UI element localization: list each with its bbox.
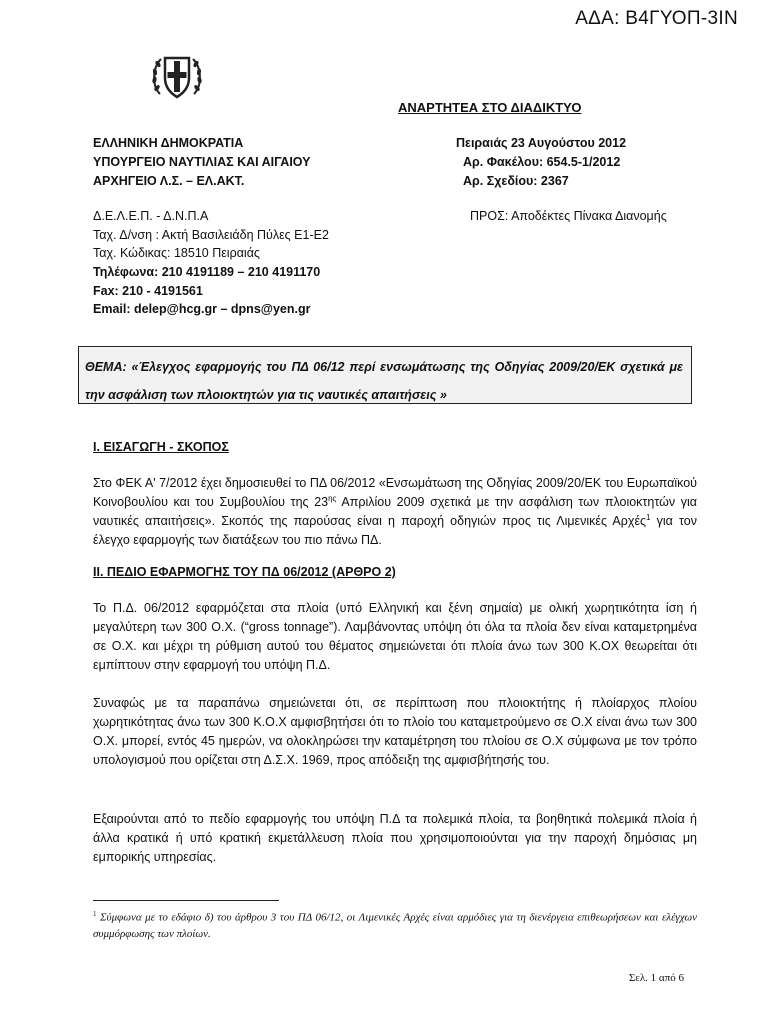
section-2-heading: ΙΙ. ΠΕΔΙΟ ΕΦΑΡΜΟΓΗΣ ΤΟΥ ΠΔ 06/2012 (ΑΡΘΡΟ 2): [93, 565, 396, 579]
sender-hq: ΑΡΧΗΓΕΙΟ Λ.Σ. – ΕΛ.ΑΚΤ.: [93, 174, 245, 188]
section-2-paragraph-3: Εξαιρούνται από το πεδίο εφαρμογής του υπόψη Π.Δ τα πολεμικά πλοία, τα βοηθητικά πολεμικά πλοία ή άλλα κρατικά ή υπό κρατική εκμετάλλευση πλοία που χρησιμοποιούνται για την παροχή δημόσιας μη εμπορικής υπηρεσίας.: [93, 812, 697, 864]
section-1-heading: Ι. ΕΙΣΑΓΩΓΗ - ΣΚΟΠΟΣ: [93, 440, 229, 454]
contact-phones: Τηλέφωνα: 210 4191189 – 210 4191170: [93, 265, 321, 279]
ada-code: ΑΔΑ: Β4ΓΥΟΠ-3ΙΝ: [575, 8, 738, 29]
section-1-paragraph: Στο ΦΕΚ Α' 7/2012 έχει δημοσιευθεί το ΠΔ 06/2012 «Ενσωμάτωση της Οδηγίας 2009/20/ΕΚ του Ευρωπαϊκού Κοινοβουλίου και του Συμβουλίου της $23^{\eta\varsigma}$ Απριλίου 2009 σχετικά με την ασφάλιση των πλοιοκτητών για ναυτικές απαιτήσεις». Σκοπός της παρούσας είναι η παροχή οδηγιών προς τις Λιμενικές Αρχές$^1$ για τον έλεγχο εφαρμογής των διατάξεων του πιο πάνω ΠΔ.: [93, 476, 697, 547]
contact-address: Ταχ. Δ/νση : Ακτή Βασιλειάδη Πύλες Ε1-Ε2: [93, 228, 329, 242]
footnote: [93, 906, 697, 942]
subject-box: [78, 346, 692, 404]
draft-number: Αρ. Σχεδίου: 2367: [463, 174, 569, 188]
place-date: Πειραιάς 23 Αυγούστου 2012: [456, 136, 627, 150]
sender-republic: ΕΛΛΗΝΙΚΗ ΔΗΜΟΚΡΑΤΙΑ: [93, 136, 244, 150]
contact-postal: Ταχ. Κώδικας: 18510 Πειραιάς: [93, 246, 260, 260]
contact-department: Δ.Ε.Λ.Ε.Π. - Δ.Ν.Π.Α: [93, 209, 209, 223]
publish-note: ΑΝΑΡΤΗΤΕΑ ΣΤΟ ΔΙΑΔΙΚΤΥΟ: [398, 100, 582, 115]
footnote-mark: 1: [93, 910, 97, 918]
ordinal-superscript: ης: [328, 493, 337, 503]
contact-fax: Fax: 210 - 4191561: [93, 284, 203, 298]
section-2-paragraph-1: Το Π.Δ. 06/2012 εφαρμόζεται στα πλοία (υπό Ελληνική και ξένη σημαία) με ολική χωρητικότητα ίση ή μεγαλύτερη των 300 Ο.Χ. (“gross tonnage”). Λαμβάνοντας υπόψη ότι όλα τα πλοία δεν είναι καταμετρημένα σε Ο.Χ. και μέχρι τη ρύθμιση αυτού του θέματος σημειώνεται ότι πλοία άνω των 300 Κ.ΟΧ θεωρείται ότι εμπίπτουν στην εφαρμογή του υπόψη Π.Δ.: [93, 601, 697, 672]
sender-ministry: ΥΠΟΥΡΓΕΙΟ ΝΑΥΤΙΛΙΑΣ ΚΑΙ ΑΙΓΑΙΟΥ: [93, 155, 311, 169]
contact-email: Email: delep@hcg.gr – dpns@yen.gr: [93, 302, 311, 316]
subject-text: ΘΕΜΑ: «Έλεγχος εφαρμογής του ΠΔ 06/12 περί ενσωμάτωσης της Οδηγίας 2009/20/ΕΚ σχετικά με την ασφάλιση των πλοιοκτητών για τις ναυτικές απαιτήσεις »: [85, 360, 683, 402]
file-number: Αρ. Φακέλου: 654.5-1/2012: [463, 155, 621, 169]
page-number: Σελ. 1 από 6: [628, 972, 684, 984]
footnote-reference[interactable]: 1: [646, 512, 651, 522]
recipients: ΠΡΟΣ: Αποδέκτες Πίνακα Διανομής: [470, 209, 667, 223]
section-2-paragraph-2: Συναφώς με τα παραπάνω σημειώνεται ότι, σε περίπτωση που πλοιοκτήτης ή πλοίαρχος πλοίου χωρητικότητας άνω των 300 Κ.Ο.Χ αμφισβητήσει ότι το πλοίο του καταμετρούμενο σε Ο.Χ είναι άνω των 300 Ο.Χ. μπορεί, εντός 45 ημερών, να ολοκληρώσει την καταμέτρηση του πλοίου σε Ο.Χ σύμφωνα με τον τρόπο υπολογισμού που ορίζεται στη Δ.Σ.Χ. 1969, προς απόδειξη της αμφισβήτησής του.: [93, 696, 697, 767]
footnote-divider: [93, 900, 279, 901]
greek-emblem-icon: [148, 48, 206, 106]
footnote-text: Σύμφωνα με το εδάφιο δ) του άρθρου 3 του ΠΔ 06/12, οι Λιμενικές Αρχές είναι αρμόδιες για τη διενέργεια επιθεωρήσεων και ελέγχων συμμόρφωσης των πλοίων.: [93, 911, 697, 940]
